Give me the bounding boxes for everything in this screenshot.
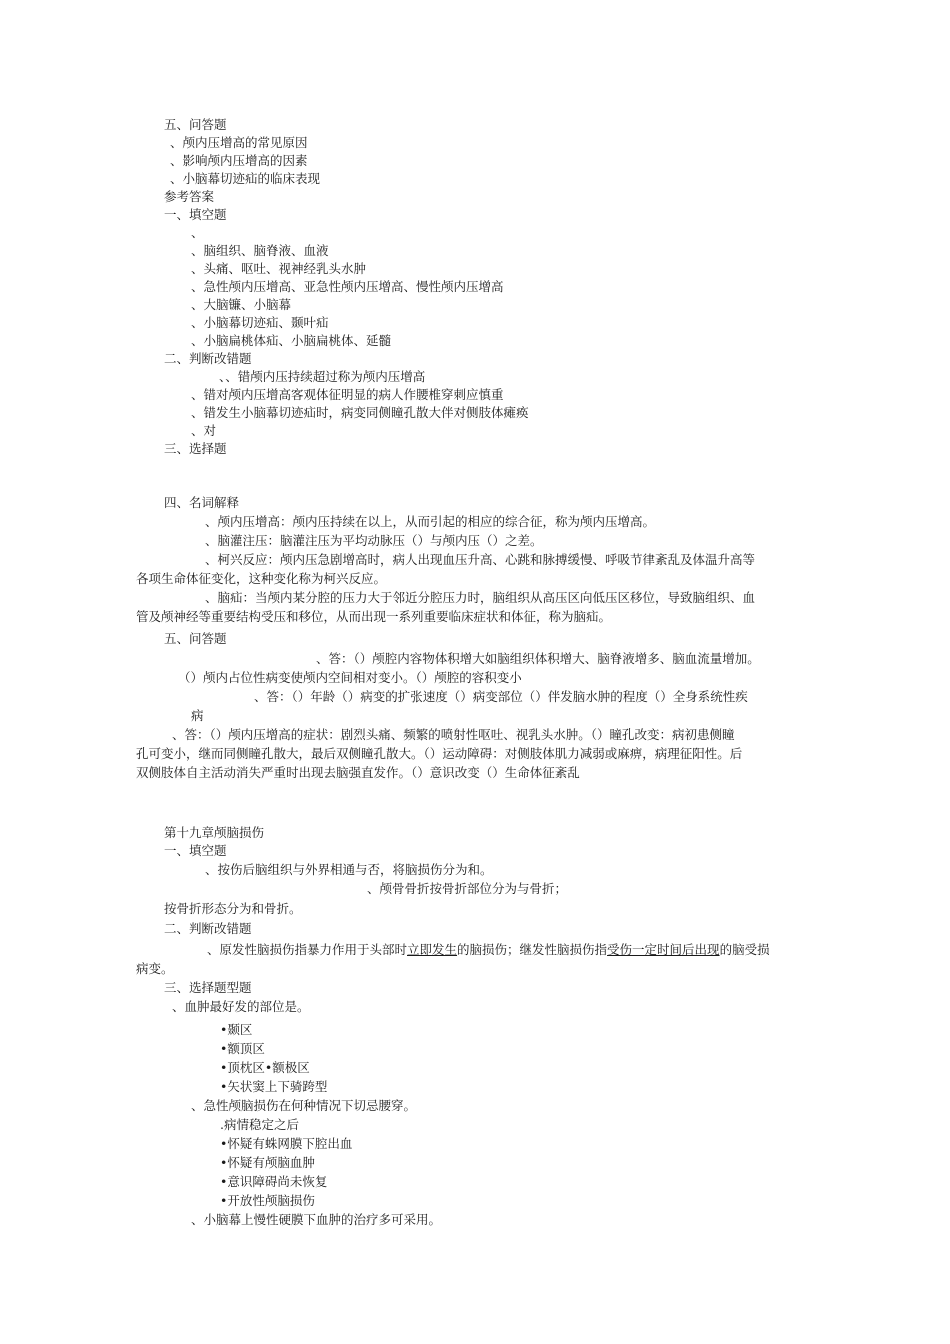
answer-paragraph: 、答：（）颅内压增高的症状：剧烈头痛、频繁的喷射性呕吐、视乳头水肿。（）瞳孔改变：病初患侧瞳 (172, 727, 735, 742)
answer-paragraph: 、答：（）年龄（）病变的扩张速度（）病变部位（）伴发脑水肿的程度（）全身系统性疾 (254, 689, 748, 704)
term-definition: 各项生命体征变化，这种变化称为柯兴反应。 (136, 571, 387, 586)
section-heading: 二、判断改错题 (164, 351, 252, 366)
option-item: •矢状窦上下骑跨型 (220, 1079, 328, 1094)
question-item: 、小脑幕上慢性硬膜下血肿的治疗多可采用。 (191, 1212, 442, 1227)
section-heading: 五、问答题 (164, 631, 227, 646)
question-item: 、颅骨骨折按骨折部位分为与骨折； (367, 881, 568, 896)
section-heading: 三、选择题型题 (164, 980, 252, 995)
question-item: 按骨折形态分为和骨折。 (164, 901, 302, 916)
answer-paragraph: 孔可变小，继而同侧瞳孔散大，最后双侧瞳孔散大。（）运动障碍：对侧肢体肌力减弱或麻痹，病理征阳性。后 (136, 746, 743, 761)
answers-heading: 参考答案 (164, 189, 215, 204)
option-item: •怀疑有颅脑血肿 (220, 1155, 315, 1170)
question-item: 、血肿最好发的部位是。 (172, 999, 310, 1014)
question-text: 的脑损伤；继发性脑损伤指 (457, 942, 608, 957)
option-item: •开放性颅脑损伤 (220, 1193, 315, 1208)
question-item (207, 941, 770, 958)
section-heading: 五、问答题 (164, 117, 227, 132)
answer-item: 、头痛、呕吐、视神经乳头水肿 (191, 261, 367, 276)
term-definition: 、脑疝：当颅内某分腔的压力大于邻近分腔压力时，脑组织从高压区向低压区移位，导致脑组织、血 (205, 590, 756, 605)
section-heading: 一、填空题 (164, 207, 227, 222)
question-text: 的脑受损 (719, 942, 770, 957)
term-definition: 管及颅神经等重要结构受压和移位，从而出现一系列重要临床症状和体征，称为脑疝。 (136, 609, 612, 624)
answer-paragraph: 、答：（）颅腔内容物体积增大如脑组织体积增大、脑脊液增多、脑血流量增加。 (316, 651, 760, 666)
answer-paragraph: 病 (191, 708, 204, 723)
question-item: 、颅内压增高的常见原因 (170, 135, 308, 150)
answer-item: 、、错颅内压持续超过称为颅内压增高 (219, 369, 426, 384)
option-item: •怀疑有蛛网膜下腔出血 (220, 1136, 353, 1151)
question-text: 、原发性脑损伤指暴力作用于头部时 (207, 942, 408, 957)
option-item: •顶枕区•额极区 (220, 1060, 310, 1075)
question-item: 、急性颅脑损伤在何种情况下切忌腰穿。 (191, 1098, 417, 1113)
section-heading: 二、判断改错题 (164, 921, 252, 936)
answer-item: 、急性颅内压增高、亚急性颅内压增高、慢性颅内压增高 (191, 279, 504, 294)
underlined-term: 立即发生 (407, 942, 458, 957)
answer-item: 、大脑镰、小脑幕 (191, 297, 292, 312)
option-item: •意识障碍尚未恢复 (220, 1174, 328, 1189)
chapter-title: 第十九章颅脑损伤 (164, 825, 265, 840)
section-heading: 四、名词解释 (164, 495, 240, 510)
option-item: •颞区 (220, 1022, 253, 1037)
answer-item: 、错发生小脑幕切迹疝时，病变同侧瞳孔散大伴对侧肢体瘫痪 (191, 405, 529, 420)
term-definition: 、脑灌注压：脑灌注压为平均动脉压（）与颅内压（）之差。 (205, 533, 543, 548)
question-item: 、影响颅内压增高的因素 (170, 153, 308, 168)
question-item: 病变。 (136, 961, 174, 976)
option-item: .病情稳定之后 (220, 1117, 299, 1132)
answer-paragraph: （）颅内占位性病变使颅内空间相对变小。（）颅腔的容积变小 (178, 670, 522, 685)
answer-item: 、脑组织、脑脊液、血液 (191, 243, 329, 258)
term-definition: 、柯兴反应：颅内压急剧增高时，病人出现血压升高、心跳和脉搏缓慢、呼吸节律紊乱及体温升高等 (205, 552, 756, 567)
underlined-term: 受伤一定时间后出现 (607, 942, 720, 957)
answer-item: 、 (191, 225, 204, 240)
question-item: 、小脑幕切迹疝的临床表现 (170, 171, 321, 186)
answer-paragraph: 双侧肢体自主活动消失严重时出现去脑强直发作。（）意识改变（）生命体征紊乱 (136, 765, 580, 780)
answer-item: 、小脑幕切迹疝、颞叶疝 (191, 315, 329, 330)
answer-item: 、小脑扁桃体疝、小脑扁桃体、延髓 (191, 333, 392, 348)
section-heading: 一、填空题 (164, 843, 227, 858)
question-item: 、按伤后脑组织与外界相通与否，将脑损伤分为和。 (205, 862, 493, 877)
section-heading: 三、选择题 (164, 441, 227, 456)
answer-item: 、错对颅内压增高客观体征明显的病人作腰椎穿刺应慎重 (191, 387, 504, 402)
option-item: •额顶区 (220, 1041, 265, 1056)
term-definition: 、颅内压增高：颅内压持续在以上，从而引起的相应的综合征，称为颅内压增高。 (205, 514, 656, 529)
answer-item: 、对 (191, 423, 217, 438)
